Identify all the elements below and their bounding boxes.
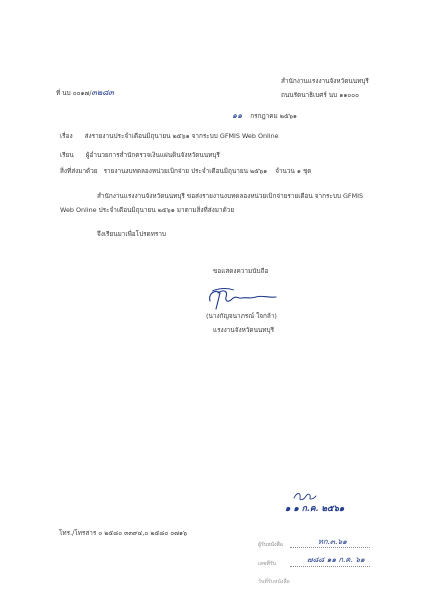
contact-phone: โทร./โทรสาร ๐ ๒๕๘๐ ๓๓๙๔,๐ ๒๕๘๐ ๐๗๑๖ bbox=[59, 529, 188, 537]
stamp-signed-label: ผู้รับหนังสือ bbox=[258, 542, 283, 548]
date-month-year: กรกฎาคม ๒๕๖๑ bbox=[250, 112, 297, 120]
stamp-dept-note: ๗๘๘ ๑๑ ก.ค. ๖๑ bbox=[307, 555, 365, 564]
stamp-footer-label: วันที่รับหนังสือ bbox=[258, 579, 290, 585]
stamp-initial-scribble bbox=[292, 490, 318, 502]
reference-number bbox=[56, 89, 114, 97]
salutation: ขอแสดงความนับถือ bbox=[213, 267, 269, 275]
recipient-text: ผู้อำนวยการสำนักตรวจเงินแผ่นดินจังหวัดนนทบุรี bbox=[85, 151, 220, 159]
reference-handwritten-number: ๓๒๘๓ bbox=[91, 88, 114, 97]
office-address: ถนนรัตนาธิเบศร์ นบ ๑๑๐๐๐ bbox=[281, 91, 360, 99]
enclosure-label: สิ่งที่ส่งมาด้วย bbox=[60, 167, 98, 175]
subject-line bbox=[60, 132, 279, 140]
enclosure-count: จำนวน ๑ ชุด bbox=[275, 167, 312, 175]
stamp-received-date: ๑ ๑ ก.ค. ๒๕๖๑ bbox=[285, 504, 345, 514]
stamp-dept-underline bbox=[290, 566, 370, 567]
subject-text: ส่งรายงานประจำเดือนมิถุนายน ๒๕๖๑ จากระบบ GFMIS Web Online bbox=[84, 132, 279, 140]
stamp-signed-underline bbox=[290, 547, 370, 548]
stamp-dept-label: เลขที่รับ bbox=[258, 561, 276, 567]
recipient-line bbox=[60, 151, 220, 159]
signer-name: (นางกัญจนาภรณ์ ใจกล้า) bbox=[206, 312, 277, 320]
reference-prefix: ที่ นบ ๐๐๑๗/ bbox=[56, 89, 92, 97]
office-name: สำนักงานแรงงานจังหวัดนนทบุรี bbox=[281, 77, 369, 85]
handwritten-signature bbox=[206, 285, 286, 313]
enclosure-text: รายงานงบทดลองหน่วยเบิกจ่าย ประจำเดือนมิถุนายน ๒๕๖๑ bbox=[103, 167, 268, 175]
recipient-label: เรียน bbox=[60, 151, 74, 159]
signer-position: แรงงานจังหวัดนนทบุรี bbox=[213, 326, 275, 334]
date-day-handwritten: ๑๑ bbox=[232, 111, 243, 120]
enclosure-line bbox=[60, 167, 311, 175]
subject-label: เรื่อง bbox=[60, 132, 73, 140]
letter-date bbox=[232, 112, 297, 120]
closing-request: จึงเรียนมาเพื่อโปรดทราบ bbox=[97, 230, 166, 238]
body-line-2: Web Online ประจำเดือนมิถุนายน ๒๕๖๑ มาตามสิ่งที่ส่งมาด้วย bbox=[60, 206, 235, 214]
stamp-signed-note: ทก.๓.๖๑ bbox=[318, 537, 347, 546]
body-line-1: สำนักงานแรงงานจังหวัดนนทบุรี ขอส่งรายงานงบทดลองหน่วยเบิกจ่ายรายเดือน จากระบบ GFMIS bbox=[97, 192, 364, 200]
